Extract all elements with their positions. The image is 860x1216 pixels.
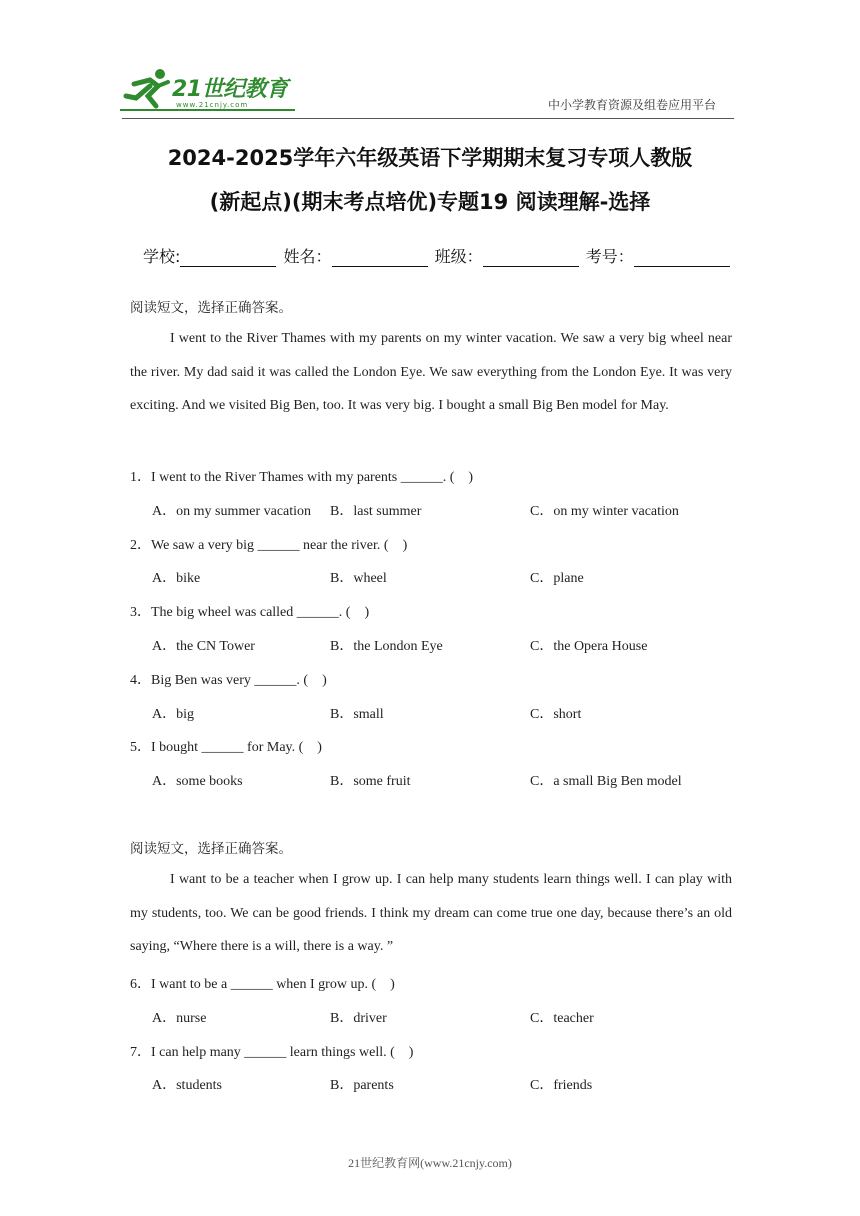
q6-option-c: C．teacher xyxy=(530,1011,594,1026)
q5-option-a: A．some books xyxy=(152,774,243,789)
q4-option-a: A．big xyxy=(152,707,194,722)
title-line-2: (新起点)(期末考点培优)专题19 阅读理解-选择 xyxy=(209,190,651,214)
section2-passage-text: I want to be a teacher when I grow up. I can help many students learn things well. I can play with my students, too. We can be good friends. I think my dream can come true one day, because there’s an old saying, “Where there is a will, there is a way. ” xyxy=(130,872,732,955)
logo-url: www.21cnjy.com xyxy=(176,101,249,109)
q5-option-c: C．a small Big Ben model xyxy=(530,774,682,789)
q2-option-c: C．plane xyxy=(530,571,584,586)
q3-option-a: A．the CN Tower xyxy=(152,639,255,654)
logo-underline xyxy=(120,109,295,111)
q2-option-b: B．wheel xyxy=(330,571,387,586)
q3-option-c: C．the Opera House xyxy=(530,639,648,654)
student-info xyxy=(143,244,732,267)
q2-stem: 2．We saw a very big ______ near the river. ( ) xyxy=(130,538,408,553)
q1-option-b: B．last summer xyxy=(330,504,422,519)
page-footer: 21世纪教育网(www.21cnjy.com) xyxy=(348,1156,512,1170)
section1-instruction: 阅读短文，选择正确答案。 xyxy=(130,300,292,316)
header-divider xyxy=(122,118,734,119)
name-label: 姓名： xyxy=(283,247,332,266)
class-label: 班级： xyxy=(434,247,483,266)
name-blank xyxy=(332,248,428,267)
q4-option-b: B．small xyxy=(330,707,384,722)
q7-option-a: A．students xyxy=(152,1078,222,1093)
section1-passage-text: I went to the River Thames with my parents on my winter vacation. We saw a very big wheel near the river. My dad said it was called the London Eye. We saw everything from the London Eye. It was very exciting. And we visited Big Ben, too. It was very big. I bought a small Big Ben model for May. xyxy=(130,331,732,414)
q6-stem: 6．I want to be a ______ when I grow up. ( ) xyxy=(130,977,395,992)
section1-passage xyxy=(130,322,732,423)
q2-option-a: A．bike xyxy=(152,571,201,586)
q7-stem: 7．I can help many ______ learn things well. ( ) xyxy=(130,1045,414,1060)
q3-option-b: B．the London Eye xyxy=(330,639,443,654)
section2-instruction: 阅读短文，选择正确答案。 xyxy=(130,841,292,857)
logo xyxy=(120,66,295,116)
q6-option-a: A．nurse xyxy=(152,1011,207,1026)
page-header xyxy=(0,0,860,120)
q1-stem: 1．I went to the River Thames with my parents ______. ( ) xyxy=(130,470,474,485)
q3-stem: 3．The big wheel was called ______. ( ) xyxy=(130,605,370,620)
section2-passage xyxy=(130,863,732,964)
q5-stem: 5．I bought ______ for May. ( ) xyxy=(130,740,322,755)
number-blank xyxy=(634,248,730,267)
q1-option-a: A．on my summer vacation xyxy=(152,504,312,519)
q5-option-b: B．some fruit xyxy=(330,774,411,789)
class-blank xyxy=(483,248,579,267)
q7-option-c: C．friends xyxy=(530,1078,593,1093)
q7-option-b: B．parents xyxy=(330,1078,394,1093)
q4-stem: 4．Big Ben was very ______. ( ) xyxy=(130,673,327,688)
logo-text: 21世纪教育 xyxy=(172,77,288,102)
school-label: 学校: xyxy=(143,247,181,266)
q1-option-c: C．on my winter vacation xyxy=(530,504,679,519)
title-line-1: 2024-2025学年六年级英语下学期期末复习专项人教版 xyxy=(167,146,693,170)
runner-icon xyxy=(120,66,172,110)
q4-option-c: C．short xyxy=(530,707,582,722)
platform-name: 中小学教育资源及组卷应用平台 xyxy=(548,98,717,112)
q6-option-b: B．driver xyxy=(330,1011,387,1026)
school-blank xyxy=(180,248,276,267)
number-label: 考号： xyxy=(585,247,634,266)
